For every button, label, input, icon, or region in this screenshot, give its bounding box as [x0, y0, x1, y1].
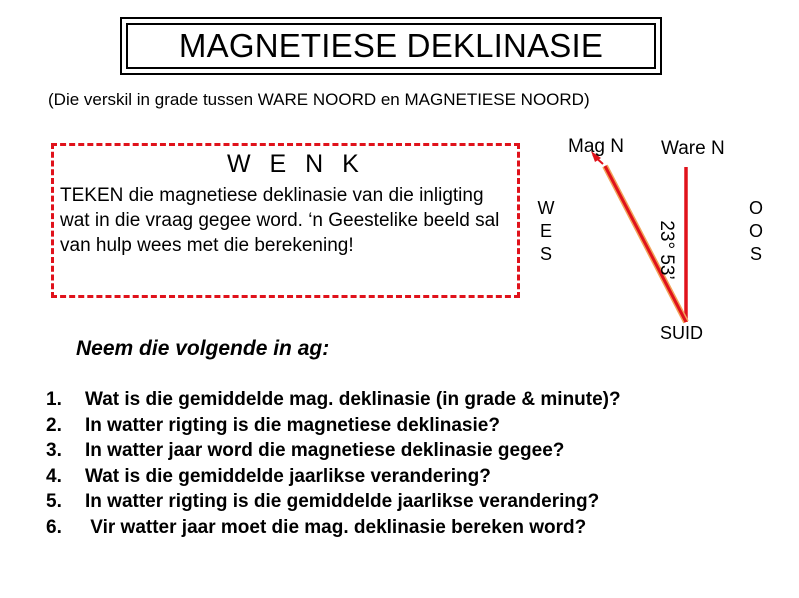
instruction-heading: Neem die volgende in ag:	[76, 337, 330, 360]
list-item	[46, 515, 621, 541]
question-number: 4.	[46, 465, 62, 487]
list-item	[46, 489, 621, 515]
list-item	[46, 413, 621, 439]
question-number: 2.	[46, 414, 62, 436]
question-number: 6.	[46, 516, 62, 538]
mag-north-label: Mag N	[568, 136, 624, 157]
question-number: 5.	[46, 491, 62, 512]
list-item	[46, 464, 621, 490]
east-label: O O S	[748, 198, 763, 264]
list-item	[46, 387, 621, 413]
angle-label: 23° 53’	[656, 220, 677, 280]
hint-text: TEKEN die magnetiese deklinasie van die inligting wat in die vraag gegee word. ‘n Geestelike beeld sal van hulp wees met die berekening!	[60, 185, 500, 256]
question-text: In watter rigting is die magnetiese deklinasie?	[85, 414, 500, 436]
question-text: Wat is die gemiddelde mag. deklinasie (in grade & minute)?	[85, 389, 621, 410]
question-list	[46, 387, 621, 540]
question-text: Vir watter jaar moet die mag. deklinasie bereken word?	[85, 516, 587, 538]
question-number: 1.	[46, 389, 62, 410]
page-title: MAGNETIESE DEKLINASIE	[126, 23, 656, 69]
west-label: W E S	[537, 198, 555, 264]
true-north-label: Ware N	[661, 138, 725, 159]
question-text: In watter rigting is die gemiddelde jaarlikse verandering?	[85, 491, 600, 512]
question-text: Wat is die gemiddelde jaarlikse verandering?	[85, 465, 491, 487]
hint-heading: W E N K	[227, 150, 365, 178]
question-number: 3.	[46, 440, 62, 461]
question-text: In watter jaar word die magnetiese deklinasie gegee?	[85, 440, 565, 461]
list-item	[46, 438, 621, 464]
south-label: SUID	[660, 323, 704, 343]
subtitle: (Die verskil in grade tussen WARE NOORD en MAGNETIESE NOORD)	[48, 90, 590, 109]
